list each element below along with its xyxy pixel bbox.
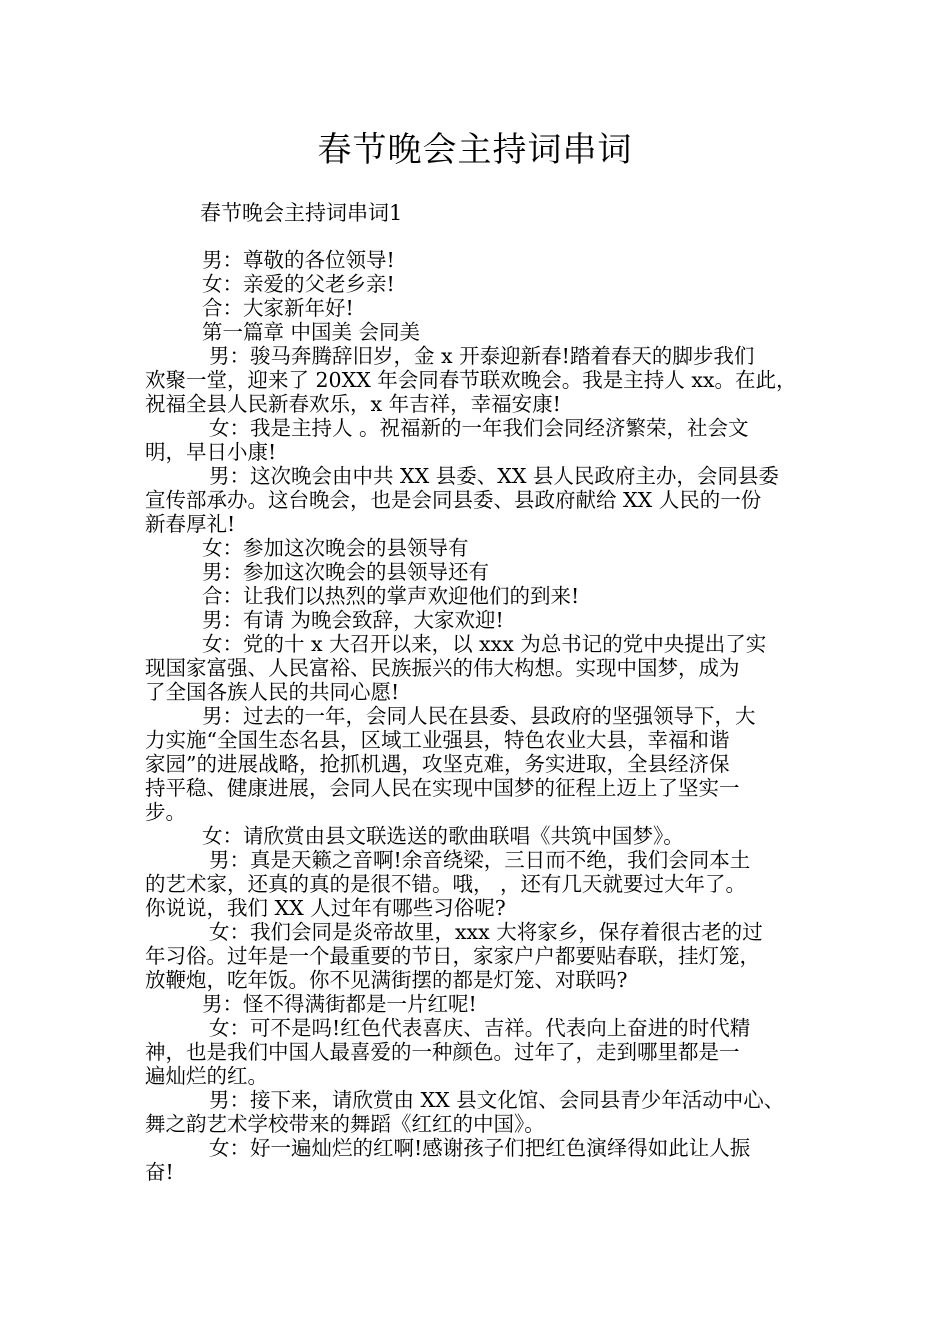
text-line: 家园”的进展战略，抢抓机遇，攻坚克难，务实进取，全县经济保 — [145, 752, 730, 776]
text-line: 男：怪不得满街都是一片红呢! — [202, 992, 477, 1016]
text-line: 步。 — [145, 800, 186, 824]
text-line: 神，也是我们中国人最喜爱的一种颜色。过年了，走到哪里都是一 — [145, 1040, 740, 1064]
text-line: 女：我是主持人 。祝福新的一年我们会同经济繁荣，社会文 — [209, 416, 749, 440]
text-line: 男：骏马奔腾辞旧岁，金 x 开泰迎新春!踏着春天的脚步我们 — [209, 344, 755, 368]
text-line: 男：过去的一年，会同人民在县委、县政府的坚强领导下，大 — [202, 704, 756, 728]
text-line: 女：好一遍灿烂的红啊!感谢孩子们把红色演绎得如此让人振 — [209, 1136, 751, 1160]
text-line: 年习俗。过年是一个最重要的节日，家家户户都要贴春联，挂灯笼， — [145, 944, 760, 968]
text-line: 祝福全县人民新春欢乐，x 年吉祥，幸福安康! — [145, 392, 561, 416]
text-line: 舞之韵艺术学校带来的舞蹈《红红的中国》。 — [145, 1112, 545, 1136]
document-body — [145, 248, 810, 1184]
text-line: 明，早日小康! — [145, 440, 277, 464]
text-line: 男：接下来，请欣赏由 XX 县文化馆、会同县青少年活动中心、 — [209, 1088, 785, 1112]
section-heading: 春节晚会主持词串词1 — [200, 201, 403, 225]
text-line: 女：参加这次晚会的县领导有 — [202, 536, 469, 560]
text-line: 女：我们会同是炎帝故里，xxx 大将家乡，保存着很古老的过 — [209, 920, 763, 944]
text-line: 持平稳、健康进展，会同人民在实现中国梦的征程上迈上了坚实一 — [145, 776, 740, 800]
text-line: 女：党的十 x 大召开以来，以 xxx 为总书记的党中央提出了实 — [202, 632, 767, 656]
text-line: 男：尊敬的各位领导! — [202, 248, 395, 272]
text-line: 遍灿烂的红。 — [145, 1064, 268, 1088]
text-line: 欢聚一堂，迎来了 20XX 年会同春节联欢晚会。我是主持人 xx。在此， — [145, 368, 797, 392]
text-line: 新春厚礼! — [145, 512, 236, 536]
text-line: 力实施“全国生态名县，区域工业强县，特色农业大县，幸福和谐 — [145, 728, 730, 752]
text-line: 现国家富强、人民富裕、民族振兴的伟大构想。实现中国梦，成为 — [145, 656, 740, 680]
text-line: 合：大家新年好! — [202, 296, 354, 320]
text-line: 男：真是天籁之音啊!余音绕梁，三日而不绝，我们会同本土 — [209, 848, 751, 872]
text-line: 女：可不是吗!红色代表喜庆、吉祥。代表向上奋进的时代精 — [209, 1016, 751, 1040]
text-line: 男：参加这次晚会的县领导还有 — [202, 560, 489, 584]
text-line: 了全国各族人民的共同心愿! — [145, 680, 400, 704]
text-line: 放鞭炮，吃年饭。你不见满街摆的都是灯笼、对联吗? — [145, 968, 628, 992]
text-line: 男：有请 为晚会致辞，大家欢迎! — [202, 608, 504, 632]
text-line: 第一篇章 中国美 会同美 — [202, 320, 421, 344]
text-line: 女：请欣赏由县文联选送的歌曲联唱《共筑中国梦》。 — [202, 824, 684, 848]
document-title: 春节晚会主持词串词 — [317, 130, 633, 170]
text-line: 女：亲爱的父老乡亲! — [202, 272, 395, 296]
text-line: 奋! — [145, 1160, 174, 1184]
text-line: 的艺术家，还真的真的是很不错。哦， ，还有几天就要过大年了。 — [145, 872, 747, 896]
text-line: 合：让我们以热烈的掌声欢迎他们的到来! — [202, 584, 580, 608]
text-line: 宣传部承办。这台晚会，也是会同县委、县政府献给 XX 人民的一份 — [145, 488, 762, 512]
text-line: 男：这次晚会由中共 XX 县委、XX 县人民政府主办，会同县委 — [209, 464, 779, 488]
text-line: 你说说，我们 XX 人过年有哪些习俗呢? — [145, 896, 506, 920]
